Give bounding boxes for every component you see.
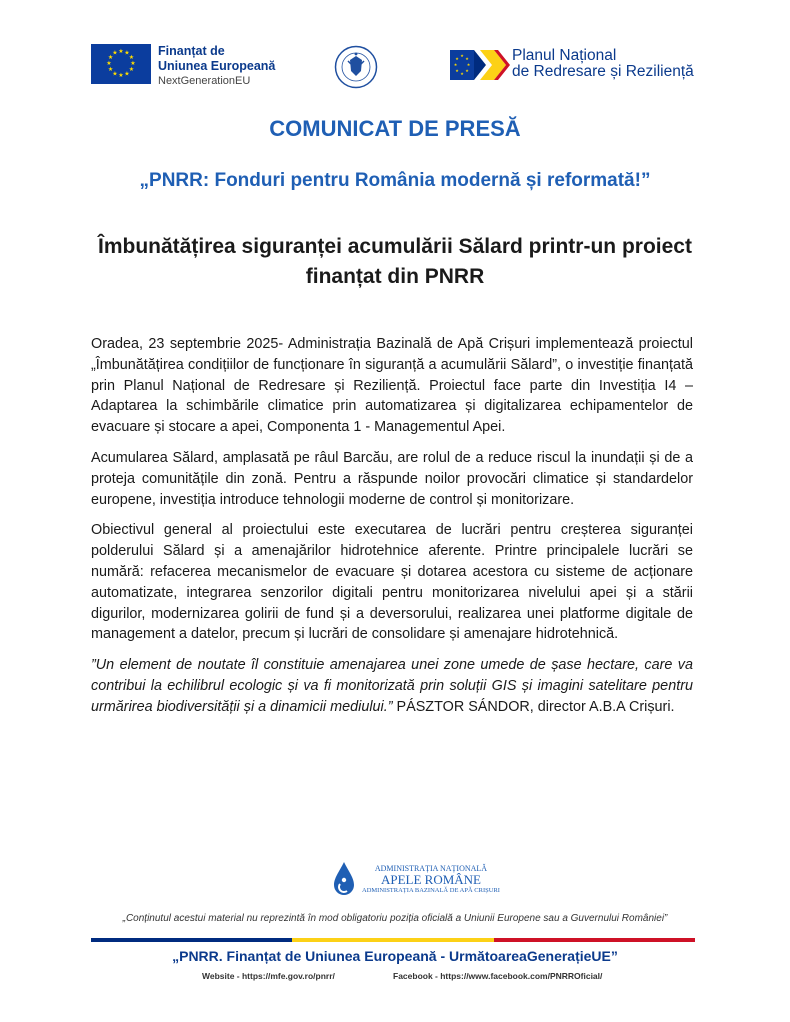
paragraph: Obiectivul general al proiectului este executarea de lucrări pentru creșterea siguranței polderului Sălard și a amenajărilor hidrotehnice aferente. Printre principalele lucrări se numără: refacerea mecanismelor de evacuare și dotarea acestora cu sisteme de acționare automatizate, integrarea senzorilor digitali pentru monitorizarea nivelului apei și a stării digurilor, modernizarea golirii de fund și a deversorului, realizarea unei platforme digitale de management a datelor, precum și lucrări de consolidare și amenajare hidrotehnică. — [91, 522, 693, 643]
pnrr-flag-icon — [450, 48, 510, 84]
svg-text:★: ★ — [128, 54, 135, 61]
page-title: COMUNICAT DE PRESĂ — [269, 116, 521, 141]
eu-funding-logo — [91, 44, 275, 89]
svg-text:★: ★ — [107, 54, 114, 61]
svg-text:★: ★ — [455, 56, 459, 61]
tricolor-divider — [91, 938, 695, 942]
footer-slogan: „PNRR. Finanțat de Uniunea Europeană - UrmătoareaGenerațieUE” — [172, 948, 618, 964]
article-body — [91, 334, 693, 728]
apele-logo-line3: ADMINISTRAȚIA BAZINALĂ DE APĂ CRIȘURI — [362, 886, 500, 894]
facebook-link[interactable]: Facebook - https://www.facebook.com/PNRROficial/ — [393, 971, 603, 981]
svg-text:★: ★ — [128, 66, 135, 73]
eu-flag-icon — [91, 44, 151, 84]
quote-text: ”Un element de noutate îl constituie amenajarea unei zone umede de șase hectare, care va contribui la echilibrul ecologic și va fi monitorizată prin soluții GIS și imagini satelitare pentru urmărirea biodiversității și a dinamicii mediului.” — [91, 657, 693, 715]
svg-text:★: ★ — [130, 60, 136, 67]
apele-logo-line2: APELE ROMÂNE — [380, 871, 481, 887]
svg-text:★: ★ — [106, 60, 112, 67]
svg-text:★: ★ — [124, 49, 130, 57]
apele-romane-logo — [330, 860, 500, 898]
svg-text:★: ★ — [118, 72, 124, 79]
svg-text:★: ★ — [455, 68, 459, 73]
svg-text:★: ★ — [112, 70, 118, 78]
svg-text:★: ★ — [460, 71, 464, 76]
svg-text:★: ★ — [465, 68, 469, 73]
eu-logo-line2: Uniunea Europeană — [158, 59, 276, 73]
footer-disclaimer: „Conținutul acestui material nu reprezintă în mod obligatoriu poziția oficială a Uniunii Europene sau a Guvernului României” — [122, 913, 668, 924]
svg-text:★: ★ — [466, 62, 471, 67]
pnrr-logo-line2: de Redresare și Reziliență — [512, 63, 694, 80]
svg-text:★: ★ — [453, 62, 458, 67]
water-drop-icon — [330, 860, 358, 898]
article-headline: Îmbunătățirea siguranței acumulării Sălard printr-un proiect finanțat din PNRR — [98, 235, 692, 288]
quote-signature: PÁSZTOR SÁNDOR, director A.B.A Crișuri. — [392, 698, 675, 715]
website-link[interactable]: Website - https://mfe.gov.ro/pnrr/ — [202, 971, 335, 981]
svg-text:★: ★ — [124, 70, 130, 78]
guvernul-romaniei-seal-icon — [334, 45, 378, 89]
eu-logo-line3: NextGenerationEU — [158, 75, 251, 87]
pnrr-logo-line1: Planul Național — [512, 47, 617, 64]
svg-text:★: ★ — [460, 53, 464, 58]
paragraph: Oradea, 23 septembrie 2025- Administrația Bazinală de Apă Crișuri implementează proiectul „Îmbunătățirea condițiilor de funcționare în siguranță a acumulării Sălard”, o investiție finanțată prin Planul Național de Redresare și Reziliență. Proiectul face parte din Investiția I4 – Adaptarea la schimbările climatice prin automatizarea și digitalizarea echipamentelor de evacuare și stocare a apei, Componenta 1 - Managementul Apei. — [91, 336, 693, 436]
pnrr-logo — [450, 48, 694, 84]
svg-text:★: ★ — [112, 49, 118, 57]
apele-logo-line1: ADMINISTRAȚIA NAȚIONALĂ — [374, 863, 488, 873]
svg-text:★: ★ — [465, 56, 469, 61]
paragraph: Acumularea Sălard, amplasată pe râul Barcău, are rolul de a reduce riscul la inundații și de a proteja comunitățile din zonă. Pentru a răspunde noilor provocări climatice și standardelor europene, investiția introduce tehnologii moderne de control și monitorizare. — [91, 449, 693, 508]
director-quote — [91, 655, 693, 717]
svg-text:★: ★ — [118, 48, 124, 55]
page-subtitle: „PNRR: Fonduri pentru România modernă și reformată!” — [139, 170, 651, 191]
eu-logo-line1: Finanțat de — [158, 44, 225, 58]
svg-text:★: ★ — [107, 66, 114, 73]
